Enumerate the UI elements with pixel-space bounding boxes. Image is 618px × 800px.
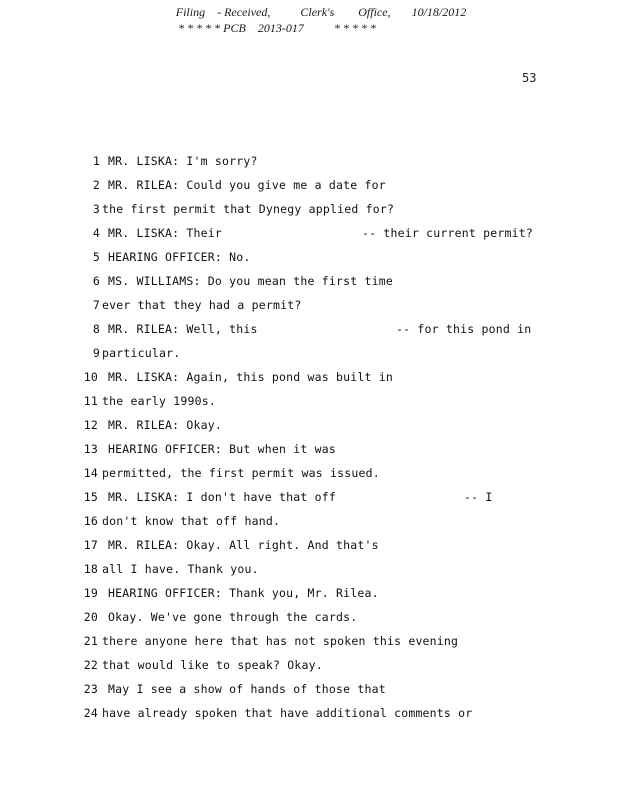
line-text: MR. LISKA: I don't have that off (108, 490, 336, 504)
line-number: 16 (83, 514, 98, 528)
transcript-line (0, 370, 618, 386)
line-number: 23 (83, 682, 98, 696)
line-number: 9 (92, 346, 100, 360)
line-text: MR. LISKA: I'm sorry? (108, 154, 258, 168)
transcript-line (0, 274, 618, 290)
transcript-line (0, 202, 618, 218)
line-text: MS. WILLIAMS: Do you mean the first time (108, 274, 393, 288)
line-text: MR. LISKA: Again, this pond was built in (108, 370, 393, 384)
transcript-line (0, 610, 618, 626)
line-text: HEARING OFFICER: No. (108, 250, 251, 264)
line-text: permitted, the first permit was issued. (102, 466, 380, 480)
line-number: 19 (83, 586, 98, 600)
line-number: 20 (83, 610, 98, 624)
line-number: 6 (92, 274, 100, 288)
transcript-line (0, 346, 618, 362)
line-number: 13 (83, 442, 98, 456)
line-text: HEARING OFFICER: But when it was (108, 442, 336, 456)
line-number: 24 (83, 706, 98, 720)
transcript-line (0, 418, 618, 434)
transcript-line (0, 466, 618, 482)
transcript-line (0, 562, 618, 578)
line-number: 8 (92, 322, 100, 336)
transcript-line (0, 514, 618, 530)
line-number: 18 (83, 562, 98, 576)
line-text-continuation: -- I (464, 490, 493, 504)
page-number: 53 (522, 71, 537, 85)
pcb-header: * * * * * PCB 2013-017 * * * * * (178, 21, 376, 35)
line-number: 5 (92, 250, 100, 264)
line-text-continuation: -- for this pond in (396, 322, 532, 336)
line-text: MR. LISKA: Their (108, 226, 222, 240)
line-text: Okay. We've gone through the cards. (108, 610, 358, 624)
transcript-line (0, 322, 618, 338)
transcript-line (0, 538, 618, 554)
transcript-line (0, 706, 618, 722)
transcript-line (0, 658, 618, 674)
transcript-line (0, 226, 618, 242)
line-text: particular. (102, 346, 181, 360)
line-text: MR. RILEA: Okay. (108, 418, 222, 432)
line-text-continuation: -- their current permit? (362, 226, 533, 240)
line-number: 7 (92, 298, 100, 312)
line-text: there anyone here that has not spoken this evening (102, 634, 459, 648)
line-text: MR. RILEA: Well, this (108, 322, 258, 336)
line-number: 21 (83, 634, 98, 648)
line-number: 22 (83, 658, 98, 672)
line-text: the early 1990s. (102, 394, 216, 408)
transcript-line (0, 178, 618, 194)
transcript-line (0, 490, 618, 506)
filing-header: Filing - Received, Clerk's Office, 10/18/2012 (175, 5, 467, 19)
line-text: the first permit that Dynegy applied for? (102, 202, 395, 216)
line-number: 2 (92, 178, 100, 192)
line-text: May I see a show of hands of those that (108, 682, 386, 696)
transcript-line (0, 442, 618, 458)
line-number: 4 (92, 226, 100, 240)
line-number: 17 (83, 538, 98, 552)
line-number: 3 (92, 202, 100, 216)
transcript-line (0, 586, 618, 602)
transcript-line (0, 682, 618, 698)
transcript-line (0, 250, 618, 266)
line-text: have already spoken that have additional comments or (102, 706, 473, 720)
line-text: MR. RILEA: Could you give me a date for (108, 178, 386, 192)
line-text: don't know that off hand. (102, 514, 281, 528)
line-number: 11 (83, 394, 98, 408)
transcript-line (0, 154, 618, 170)
line-text: MR. RILEA: Okay. All right. And that's (108, 538, 379, 552)
line-number: 15 (83, 490, 98, 504)
line-text: ever that they had a permit? (102, 298, 302, 312)
transcript-line (0, 394, 618, 410)
line-number: 12 (83, 418, 98, 432)
line-number: 14 (83, 466, 98, 480)
transcript-line (0, 634, 618, 650)
line-number: 10 (83, 370, 98, 384)
line-text: all I have. Thank you. (102, 562, 259, 576)
transcript-line (0, 298, 618, 314)
line-text: that would like to speak? Okay. (102, 658, 323, 672)
line-text: HEARING OFFICER: Thank you, Mr. Rilea. (108, 586, 379, 600)
line-number: 1 (92, 154, 100, 168)
